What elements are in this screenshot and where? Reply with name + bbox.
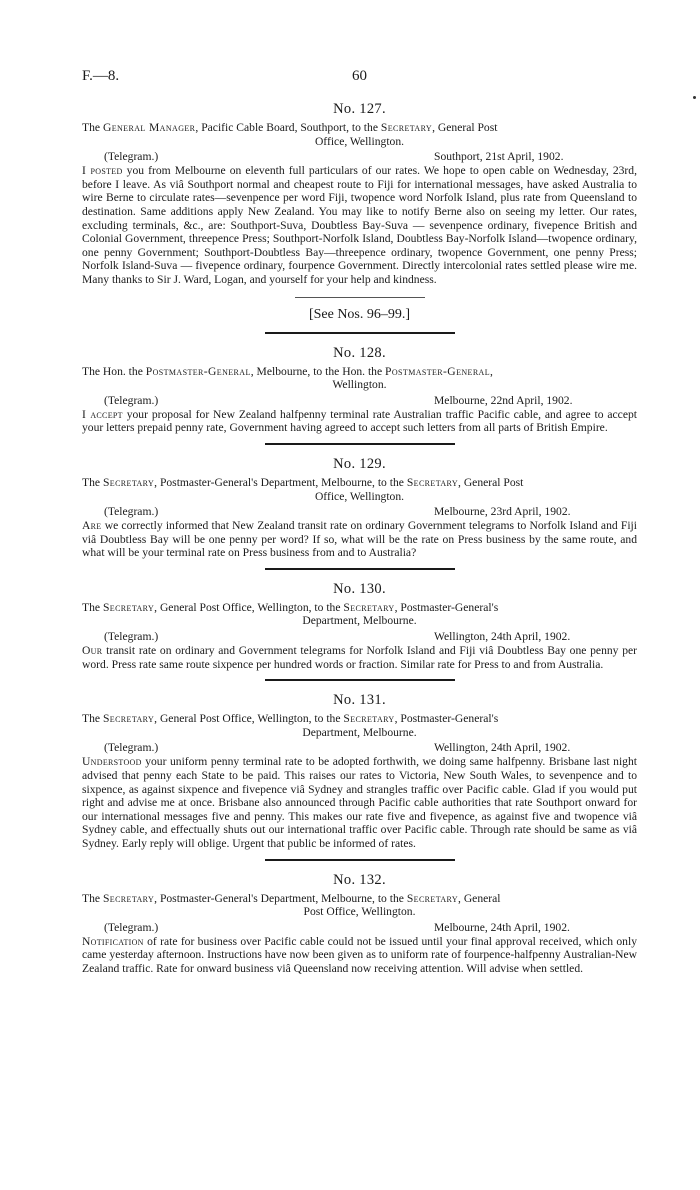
recipient-title: Secretary xyxy=(406,891,459,905)
place-date: Wellington, 24th April, 1902. xyxy=(434,630,571,644)
lead-word: Understood xyxy=(82,755,142,769)
telegram-line xyxy=(82,150,637,164)
entry-128 xyxy=(82,344,637,435)
entry-number: No. 128. xyxy=(333,344,386,361)
entry-129 xyxy=(82,455,637,560)
margin-mark xyxy=(693,96,696,99)
message-body: I accept your proposal for New Zealand halfpenny terminal rate Australian traffic Pacific cable, and agree to accept your letters prepaid penny rate, Government having agreed to accept such letters from all parts of British Empire. xyxy=(82,407,637,435)
telegram-line xyxy=(82,921,637,935)
route-line: The Secretary, Postmaster-General's Department, Melbourne, to the Secretary, General xyxy=(82,891,501,905)
lead-word: I posted xyxy=(82,164,123,178)
message-body: Understood your uniform penny terminal rate to be adopted forthwith, we doing same halfpenny. Brisbane last night advised that penny each State to be paid. This raises our rates to Victoria, New South Wales, to sevenpence and to sixpence, as against sixpence and fivepence viâ Sydney and strangles traffic over Pacific cable. Glad if you would put right and advise me at once. Brisbane also announced through Pacific cable authorities that rate Southport onward for our international messages five and penny. This makes our rate five and fivepence, as against five and twopence viâ Sydney cable, and effectually shuts out our international traffic over Pacific cable. Through rate should be same as viâ Sydney. Early reply will oblige. Urgent that public be informed of rates. xyxy=(82,755,637,850)
sender-title: Secretary xyxy=(102,600,155,614)
telegram-label: (Telegram.) xyxy=(104,920,159,934)
lead-word: I accept xyxy=(82,407,123,421)
route-line-cont: Office, Wellington. xyxy=(314,489,405,503)
recipient-title: Secretary xyxy=(380,121,433,134)
place-date: Melbourne, 23rd April, 1902. xyxy=(434,505,571,519)
recipient-title: Secretary xyxy=(343,712,395,726)
divider xyxy=(265,443,455,445)
sender-title: Secretary xyxy=(102,891,155,905)
divider xyxy=(295,297,425,298)
place-date: Melbourne, 24th April, 1902. xyxy=(434,920,570,934)
document-reference: F.—8. xyxy=(82,68,120,84)
entry-number: No. 129. xyxy=(333,455,386,472)
entry-number: No. 131. xyxy=(333,692,386,709)
page-number: 60 xyxy=(352,68,367,84)
place-date: Southport, 21st April, 1902. xyxy=(434,150,564,164)
recipient-title: Postmaster-General xyxy=(385,364,491,378)
entry-number: No. 127. xyxy=(333,101,386,117)
telegram-label: (Telegram.) xyxy=(104,630,159,644)
document-body xyxy=(82,96,637,976)
route-line-cont: Office, Wellington. xyxy=(314,134,405,148)
lead-word: Our xyxy=(82,644,103,658)
route-line: The Secretary, Postmaster-General's Department, Melbourne, to the Secretary, General Post xyxy=(82,475,524,489)
recipient-title: Secretary xyxy=(406,475,459,489)
route-line: The Secretary, General Post Office, Wellington, to the Secretary, Postmaster-General's xyxy=(82,600,499,614)
route-line: The General Manager, Pacific Cable Board, Southport, to the Secretary, General Post xyxy=(82,121,498,134)
lead-word: Are xyxy=(82,519,102,533)
divider xyxy=(265,332,455,334)
place-date: Wellington, 24th April, 1902. xyxy=(434,741,571,755)
entry-number: No. 130. xyxy=(333,580,386,597)
cross-reference: [See Nos. 96–99.] xyxy=(308,306,411,322)
message-body: Are we correctly informed that New Zealand transit rate on ordinary Government telegrams to Norfolk Island and Fiji viâ Doubtless Bay will be one penny per word? If so, what will be the rate on Press business by the same route, and what will be your terminal rate on Press business from and to Australia? xyxy=(82,519,637,560)
telegram-line xyxy=(82,505,637,519)
sender-title: Secretary xyxy=(102,712,155,726)
lead-word: Notification xyxy=(82,934,144,948)
telegram-label: (Telegram.) xyxy=(104,505,159,519)
divider xyxy=(265,679,455,681)
place-date: Melbourne, 22nd April, 1902. xyxy=(434,393,573,407)
telegram-line xyxy=(82,741,637,755)
sender-title: Secretary xyxy=(102,475,155,489)
entry-131 xyxy=(82,691,637,850)
recipient-title: Secretary xyxy=(343,600,395,614)
entry-number: No. 132. xyxy=(333,871,386,888)
entry-132 xyxy=(82,871,637,976)
sender-title: General Manager xyxy=(102,121,196,134)
sender-title: Postmaster-General xyxy=(145,364,251,378)
entry-130 xyxy=(82,580,637,671)
message-body: Notification of rate for business over Pacific cable could not be issued until your final approval received, which only came yesterday afternoon. Instructions have now been given as to uniform rate of fourpence-halfpenny Australian-New Zealand traffic. Rate for onward business viâ Queensland now receiving attention. Will advise when settled. xyxy=(82,934,637,975)
telegram-label: (Telegram.) xyxy=(104,393,159,407)
page-header xyxy=(82,68,637,88)
route-line-cont: Department, Melbourne. xyxy=(302,725,417,739)
route-line: The Secretary, General Post Office, Wellington, to the Secretary, Postmaster-General's xyxy=(82,712,499,726)
message-body: I posted you from Melbourne on eleventh full particulars of our rates. We hope to open cable on Wednesday, 23rd, before I leave. As viâ Southport normal and cheapest route to Fiji for international messages, have asked Australia to wire Berne to circulate rates—sevenpence per word Fiji, twopence word Norfolk Island, plus rate from Queensland to destination. Same additions apply New Zealand. You may like to notify Berne also on seeing my letter. Our rates, excluding terminals, &c., are: Southport-Suva, Doubtless Bay-Suva — sevenpence ordinary, fivepence British and Colonial Government, threepence Press; Southport-Norfolk Island, Doubtless Bay-Norfolk Island—twopence ordinary, one penny Government; Southport-Doubtless Bay—threepence ordinary, twopence Government, one penny Press; Norfolk Island-Suva — fivepence ordinary, fourpence Government. Directly intercolonial rates settled please wire me. Many thanks to Sir J. Ward, Logan, and yourself for your help and kindness. xyxy=(82,164,637,286)
route-line-cont: Post Office, Wellington. xyxy=(303,905,416,919)
divider xyxy=(265,568,455,570)
telegram-label: (Telegram.) xyxy=(104,150,159,164)
entry-127 xyxy=(82,100,637,287)
route-line: The Hon. the Postmaster-General, Melbourne, to the Hon. the Postmaster-General, xyxy=(82,364,493,378)
telegram-line xyxy=(82,630,637,644)
telegram-label: (Telegram.) xyxy=(104,741,159,755)
telegram-line xyxy=(82,394,637,408)
message-body: Our transit rate on ordinary and Government telegrams for Norfolk Island and Fiji viâ Doubtless Bay one penny per word. Press rate same route sixpence per hundred words or fraction. Similar rate for Press to and from Australia. xyxy=(82,644,637,671)
route-line-cont: Wellington. xyxy=(332,378,387,392)
divider xyxy=(265,859,455,861)
route-line-cont: Department, Melbourne. xyxy=(302,614,417,628)
